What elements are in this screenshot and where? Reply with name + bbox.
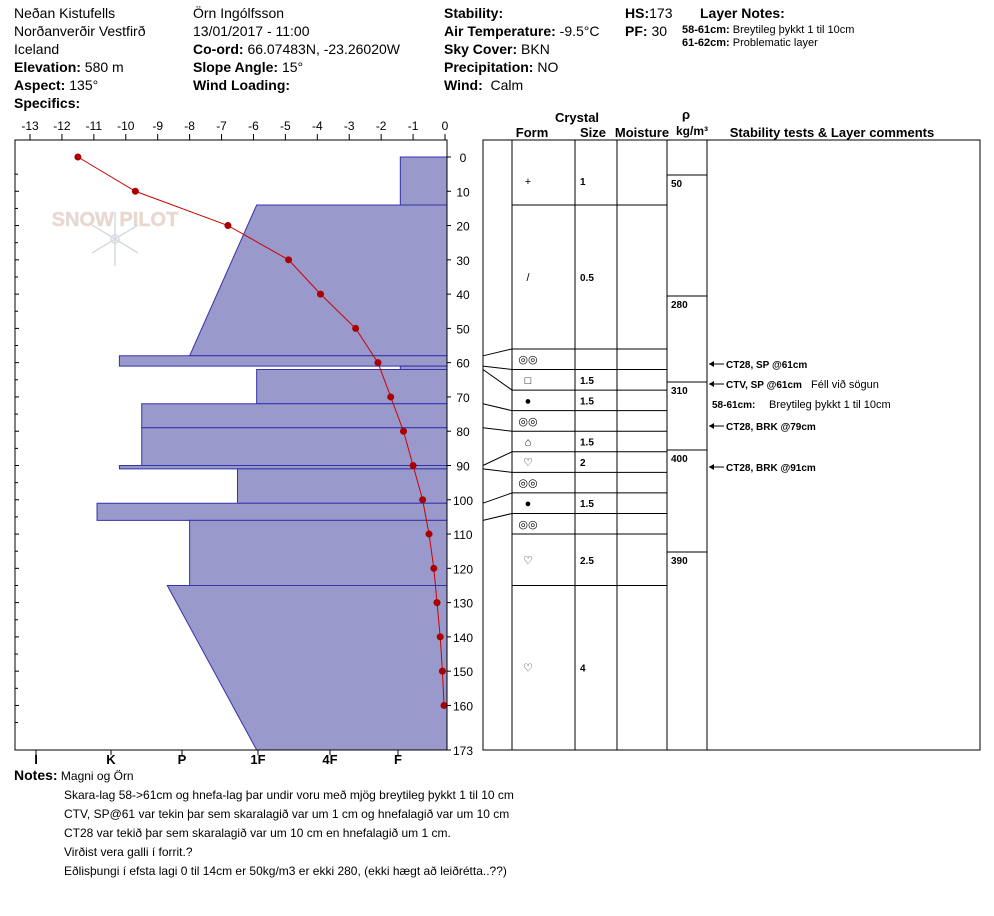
- aspect: Aspect: 135°: [14, 77, 99, 93]
- stability-test-label: CT28, BRK @91cm: [726, 463, 816, 474]
- notes-section: [14, 766, 514, 881]
- crystal-size: 1.5: [580, 437, 594, 449]
- layer-boundaries: [483, 349, 512, 520]
- stability-test-label: CT28, SP @61cm: [726, 360, 808, 371]
- crystal-form-icon: /: [526, 271, 530, 284]
- temp-tick-label: -10: [117, 119, 135, 133]
- temp-tick-label: -2: [375, 119, 387, 133]
- layer-connector-line: [483, 349, 512, 356]
- hardness-layer: [400, 366, 447, 369]
- hardness-layer: [400, 157, 447, 205]
- penetration-foot: PF: 30: [625, 23, 668, 39]
- layer-notes-title: Layer Notes:: [700, 5, 785, 21]
- crystal-form-icon: ●: [524, 498, 532, 511]
- layer-connector-line: [483, 469, 512, 472]
- temperature-point: [285, 256, 292, 263]
- temp-tick-label: -3: [343, 119, 355, 133]
- layer-table: [483, 107, 980, 750]
- hardness-layer: [97, 503, 447, 520]
- temperature-point: [132, 188, 139, 195]
- hardness-tick-label: I: [34, 752, 38, 766]
- temperature-point: [224, 222, 231, 229]
- coordinates: Co-ord: 66.07483N, -23.26020W: [193, 41, 400, 57]
- stability: Stability:: [444, 5, 504, 21]
- moisture-header: Moisture: [614, 125, 670, 140]
- temp-tick-label: -8: [184, 119, 195, 133]
- table-rows: [512, 175, 707, 675]
- depth-tick-label: 30: [456, 253, 470, 268]
- depth-tick-label: 90: [456, 459, 470, 474]
- crystal-form-icon: ●: [524, 395, 532, 408]
- density-unit-header: kg/m³: [675, 124, 709, 138]
- hardness-layer: [119, 465, 447, 468]
- crystal-form-icon: ◎◎: [518, 354, 538, 367]
- temp-tick-label: -7: [216, 119, 227, 133]
- layer-connector-line: [483, 404, 512, 411]
- temp-tick-label: -5: [280, 119, 291, 133]
- temperature-point: [352, 325, 359, 332]
- layer-connector-line: [483, 452, 512, 466]
- hardness-tick-label: F: [394, 752, 402, 766]
- stability-arrow-head: [709, 423, 714, 429]
- temperature-point: [317, 291, 324, 298]
- depth-tick-label: 140: [452, 630, 474, 645]
- hardness-layer: [119, 356, 447, 366]
- country-name: Iceland: [14, 41, 60, 57]
- hardness-tick-label: 4F: [322, 752, 338, 766]
- temp-tick-label: -6: [248, 119, 259, 133]
- snowpilot-logo-text: SNOW PILOT: [51, 209, 179, 231]
- observer-name: Örn Ingólfsson: [193, 5, 285, 21]
- layer-note: 61-62cm: Problematic layer: [682, 37, 818, 49]
- depth-tick-label: 40: [456, 288, 470, 303]
- elevation: Elevation: 580 m: [14, 59, 124, 75]
- hardness-tick-label: K: [106, 752, 116, 766]
- stability-test-extra: Féll við sögun: [811, 379, 879, 391]
- stability-tests: [709, 360, 891, 474]
- depth-tick-label: 70: [456, 390, 470, 405]
- hardness-layer: [190, 520, 447, 585]
- temperature-point: [410, 462, 417, 469]
- depth-tick-label: 100: [452, 493, 474, 508]
- temperature-point: [419, 496, 426, 503]
- layer-connector-line: [483, 366, 512, 369]
- temp-tick-label: -9: [152, 119, 164, 133]
- hardness-profile: [97, 157, 447, 750]
- depth-tick-label: 130: [452, 596, 474, 611]
- crystal-form-icon: ♡: [523, 662, 533, 675]
- snowpilot-logo: [52, 209, 179, 266]
- crystal-form-icon: ♡: [523, 554, 533, 567]
- stability-test-label: 58-61cm:: [712, 400, 756, 411]
- depth-tick-label: 20: [456, 219, 470, 234]
- density-value: 310: [671, 386, 688, 397]
- stability-arrow-head: [709, 464, 714, 470]
- hardness-layer: [257, 370, 447, 404]
- crystal-size: 1.5: [580, 375, 594, 387]
- crystal-header: Crystal: [554, 110, 600, 125]
- hardness-tick-label: 1F: [250, 752, 266, 766]
- notes-line: CTV, SP@61 var tekin þar sem skaralagið var um 1 cm og hnefalagið var um 10 cm: [64, 807, 510, 821]
- slope-angle: Slope Angle: 15°: [193, 59, 304, 75]
- depth-tick-label: 60: [456, 356, 470, 371]
- form-header: Form: [515, 125, 549, 140]
- notes-label: Notes:: [14, 767, 58, 783]
- temp-tick-label: 0: [441, 119, 449, 133]
- crystal-form-icon: +: [524, 175, 532, 188]
- temperature-point: [434, 599, 441, 606]
- depth-tick-label: 110: [453, 528, 473, 543]
- temp-tick-label: -4: [311, 119, 323, 133]
- table-frame: [483, 140, 980, 750]
- temperature-point: [400, 428, 407, 435]
- layer-connector-line: [483, 493, 512, 503]
- density-value: 50: [671, 179, 683, 190]
- density-value: 400: [671, 454, 688, 465]
- layer-connector-line: [483, 513, 512, 520]
- crystal-size: 2: [580, 458, 586, 470]
- temperature-point: [387, 393, 394, 400]
- notes-line: Magni og Örn: [60, 769, 134, 783]
- crystal-size: 1.5: [580, 396, 594, 408]
- sky-cover: Sky Cover: BKN: [444, 41, 550, 57]
- depth-tick-label: 10: [456, 185, 470, 200]
- crystal-form-icon: ◎◎: [518, 415, 538, 428]
- layer-connector-line: [483, 370, 512, 391]
- depth-tick-label: 120: [452, 562, 474, 577]
- stability-test-label: CTV, SP @61cm: [726, 380, 802, 391]
- depth-tick-label: 50: [456, 322, 470, 337]
- density-value: 390: [671, 556, 688, 567]
- layer-note: 58-61cm: Breytileg þykkt 1 til 10cm: [682, 24, 855, 36]
- depth-tick-label: 80: [456, 425, 470, 440]
- temperature-point: [426, 531, 433, 538]
- temperature-point: [437, 633, 444, 640]
- comments-header: Stability tests & Layer comments: [729, 125, 935, 140]
- temp-tick-label: -11: [85, 119, 103, 133]
- depth-tick-label: 0: [459, 151, 467, 165]
- notes-line: Skara-lag 58->61cm og hnefa-lag þar undir voru með mjög breytileg þykkt 1 til 10 cm: [64, 788, 514, 802]
- temperature-point: [374, 359, 381, 366]
- location-name: Neðan Kistufells: [14, 5, 116, 21]
- temperature-point: [74, 154, 81, 161]
- notes-line: CT28 var tekið þar sem skaralagið var um 10 cm en hnefalagið um 1 cm.: [64, 826, 451, 840]
- density-header: ρ: [681, 107, 691, 122]
- stability-arrow-head: [709, 361, 714, 367]
- hardness-axis: [34, 750, 402, 766]
- temp-tick-label: -12: [53, 119, 71, 133]
- wind-loading: Wind Loading:: [193, 77, 291, 93]
- temp-tick-label: -13: [21, 119, 39, 133]
- crystal-size: 2.5: [580, 555, 594, 567]
- wind: Wind: Calm: [444, 77, 524, 93]
- size-header: Size: [579, 125, 607, 140]
- observation-datetime: 13/01/2017 - 11:00: [193, 23, 310, 39]
- temperature-point: [430, 565, 437, 572]
- hardness-tick-label: P: [177, 752, 187, 766]
- crystal-size: 1: [580, 176, 586, 188]
- crystal-form-icon: □: [524, 374, 532, 387]
- crystal-size: 0.5: [580, 272, 594, 284]
- crystal-form-icon: ◎◎: [518, 518, 538, 531]
- depth-tick-label: 173: [452, 744, 474, 758]
- stability-test-extra: Breytileg þykkt 1 til 10cm: [769, 399, 891, 411]
- temp-tick-label: -1: [407, 119, 419, 133]
- crystal-size: 1.5: [580, 499, 594, 511]
- stability-test-label: CT28, BRK @79cm: [726, 422, 816, 433]
- density-value: 280: [671, 300, 688, 311]
- crystal-form-icon: ♡: [523, 457, 533, 470]
- specifics: Specifics:: [14, 95, 81, 111]
- region-name: Norðanverðir Vestfirð: [14, 23, 146, 39]
- notes-line: Virðist vera galli í forrit.?: [64, 845, 193, 859]
- crystal-size: 4: [580, 663, 586, 675]
- temperature-axis: [21, 119, 448, 140]
- notes-line: Eðlisþungi í efsta lagi 0 til 14cm er 50kg/m3 er ekki 280, (ekki hægt að leiðrétta..??): [64, 864, 507, 878]
- stability-arrow-head: [709, 381, 714, 387]
- temperature-point: [441, 702, 448, 709]
- snow-height: HS:173: [625, 5, 673, 21]
- precipitation: Precipitation: NO: [444, 59, 559, 75]
- crystal-form-icon: ◎◎: [518, 477, 538, 490]
- temperature-point: [439, 668, 446, 675]
- layer-connector-line: [483, 428, 512, 431]
- depth-tick-label: 150: [452, 665, 474, 680]
- depth-tick-label: 160: [452, 699, 474, 714]
- crystal-form-icon: ⌂: [524, 436, 532, 449]
- hardness-layer: [167, 585, 447, 750]
- air-temperature: Air Temperature: -9.5°C: [444, 23, 600, 39]
